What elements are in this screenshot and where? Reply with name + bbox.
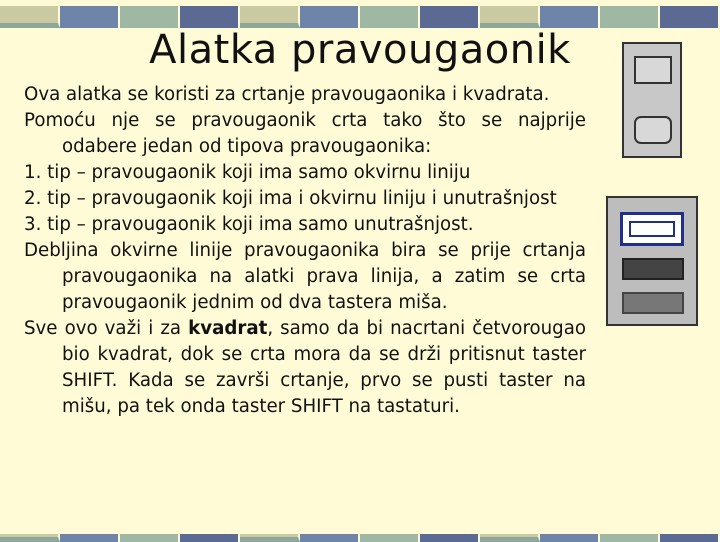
square-text-after: , samo da bi nacrtani četvorougao bio kvadrat, dok se crta mora da se drži pritisnut taster SHIFT. Kada se završi crtanje, prvo se pusti taster na mišu, pa tek onda taster SHIFT na tastaturi. (62, 318, 586, 417)
paragraph-intro: Ova alatka se koristi za crtanje pravougaonika i kvadrata. (24, 84, 550, 105)
outline-only-icon (620, 212, 684, 246)
square-text-before: Sve ovo važi i za (24, 318, 189, 339)
list-item-type-2: 2. tip – pravougaonik koji ima i okvirnu liniju i unutrašnjost (24, 188, 557, 209)
paragraph-line-width: Debljina okvirne linije pravougaonika bira se prije crtanja pravougaonika na alatki prava linija, a zatim se crta pravougaonik jednim od dva tastera miša. (24, 240, 586, 313)
fill-only-icon (622, 292, 684, 314)
outline-and-fill-icon (622, 258, 684, 280)
list-item-type-1: 1. tip – pravougaonik koji ima samo okvirnu liniju (24, 162, 471, 183)
rectangle-fill-style-options-icon (606, 196, 698, 326)
bottom-decorative-stripe (0, 534, 720, 542)
keyword-square: kvadrat (188, 318, 268, 339)
rectangle-shape-options-icon (622, 42, 682, 158)
paragraph-square (24, 316, 586, 420)
list-item-type-3: 3. tip – pravougaonik koji ima samo unutrašnjost. (24, 214, 474, 235)
paragraph-how-to: Pomoću nje se pravougaonik crta tako što se najprije odabere jedan od tipova pravougaonika: (24, 110, 586, 157)
square-corner-rectangle-icon (634, 56, 672, 84)
slide-body (24, 82, 586, 420)
top-decorative-stripe (0, 6, 720, 28)
rounded-rectangle-icon (634, 116, 672, 144)
slide-title: Alatka pravougaonik (149, 27, 571, 73)
